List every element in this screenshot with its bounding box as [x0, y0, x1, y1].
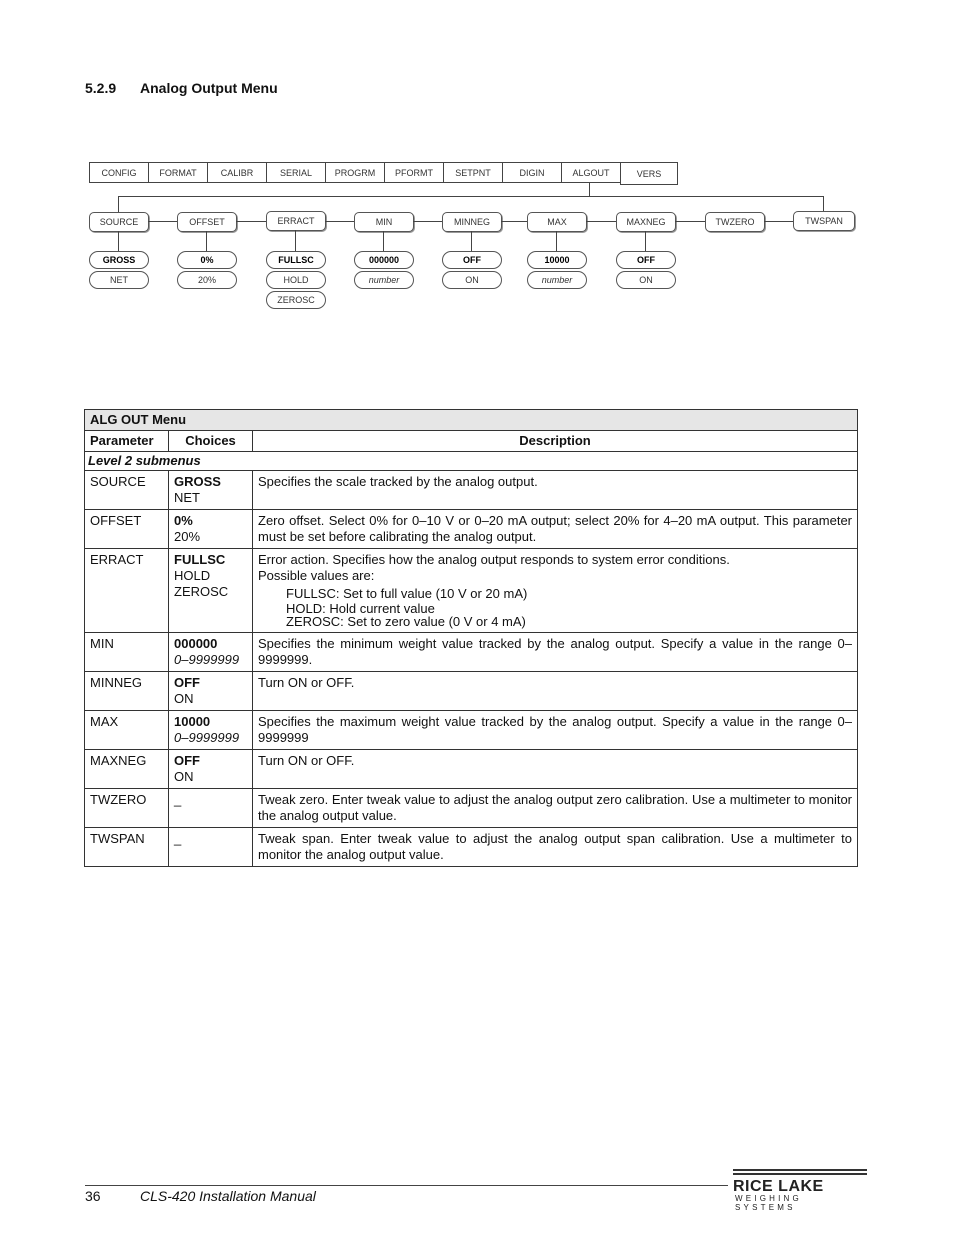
description-cell: Specifies the scale tracked by the analog output. [253, 471, 858, 510]
choice-minneg-off: OFF [442, 251, 502, 269]
top-menu-format: FORMAT [148, 162, 207, 183]
submenu-twzero: TWZERO [705, 212, 765, 232]
table-row [85, 633, 858, 672]
footer-rule [85, 1185, 728, 1186]
choice-source-net: NET [89, 271, 149, 289]
table-row [85, 471, 858, 510]
default-choice: FULLSC [174, 552, 226, 567]
submenu-maxneg: MAXNEG [616, 212, 676, 232]
top-menu-serial: SERIAL [266, 162, 325, 183]
default-choice: OFF [174, 675, 200, 690]
choice-erract-hold: HOLD [266, 271, 326, 289]
submenu-erract: ERRACT [266, 211, 326, 231]
alg-out-menu-table [84, 409, 858, 867]
top-menu-algout: ALGOUT [561, 162, 620, 183]
submenu-min: MIN [354, 212, 414, 232]
choice-min-default: 000000 [354, 251, 414, 269]
default-choice: 10000 [174, 714, 211, 729]
top-menu-digin: DIGIN [502, 162, 561, 183]
connector-line [148, 221, 177, 222]
page-number: 36 [85, 1188, 101, 1204]
rice-lake-logo [733, 1169, 867, 1212]
description-cell [253, 549, 858, 633]
description-cell: Zero offset. Select 0% for 0–10 V or 0–20 mA output; select 20% for 4–20 mA output. This parameter must be set before calibrating the analog output. [253, 510, 858, 549]
description-cell: Turn ON or OFF. [253, 750, 858, 789]
value-item: HOLD: Hold current value [286, 601, 435, 616]
choice-offset-0: 0% [177, 251, 237, 269]
table-title: ALG OUT Menu [85, 410, 858, 431]
section-number: 5.2.9 [85, 80, 117, 96]
choices-cell [169, 672, 253, 711]
top-menu-calibr: CALIBR [207, 162, 266, 183]
table-row [85, 549, 858, 633]
level-label: Level 2 submenus [85, 452, 858, 471]
choice-offset-20: 20% [177, 271, 237, 289]
other-choice: ON [174, 691, 194, 706]
range-choice: 0–9999999 [174, 730, 240, 745]
choice-source-gross: GROSS [89, 251, 149, 269]
param-cell: TWZERO [85, 789, 169, 828]
description-text: Possible values are: [258, 568, 375, 583]
description-cell: Specifies the maximum weight value tracked by the analog output. Specify a value in the range 0–9999999 [253, 711, 858, 750]
connector-line [236, 221, 266, 222]
top-menu-bar [89, 162, 678, 182]
description-cell: Tweak span. Enter tweak value to adjust the analog output span calibration. Use a multimeter to monitor the analog output value. [253, 828, 858, 867]
param-cell: MAX [85, 711, 169, 750]
connector-line [675, 221, 705, 222]
connector-line [325, 221, 354, 222]
param-cell: ERRACT [85, 549, 169, 633]
connector-line [764, 221, 793, 222]
table-row [85, 750, 858, 789]
value-item: FULLSC: Set to full value (10 V or 20 mA) [286, 586, 528, 601]
connector-line [118, 196, 119, 212]
param-cell: MINNEG [85, 672, 169, 711]
table-row [85, 789, 858, 828]
choice-minneg-on: ON [442, 271, 502, 289]
other-choice: NET [174, 490, 200, 505]
top-menu-config: CONFIG [89, 162, 148, 183]
header-choices: Choices [169, 431, 253, 452]
connector-line [501, 221, 527, 222]
default-choice: 000000 [174, 636, 218, 651]
other-choice: 20% [174, 529, 201, 544]
menu-diagram [0, 0, 954, 330]
choices-cell [169, 633, 253, 672]
connector-line [383, 231, 384, 251]
param-cell: SOURCE [85, 471, 169, 510]
table-row [85, 711, 858, 750]
choices-cell [169, 510, 253, 549]
header-parameter: Parameter [85, 431, 169, 452]
table-row [85, 672, 858, 711]
param-cell: MAXNEG [85, 750, 169, 789]
description-cell: Turn ON or OFF. [253, 672, 858, 711]
submenu-minneg: MINNEG [442, 212, 502, 232]
connector-line [413, 221, 442, 222]
submenu-source: SOURCE [89, 212, 149, 232]
default-choice: GROSS [174, 474, 221, 489]
param-cell: MIN [85, 633, 169, 672]
connector-line [823, 196, 824, 212]
choices-cell: _ [169, 828, 253, 867]
manual-title: CLS-420 Installation Manual [140, 1188, 316, 1204]
choice-max-number: number [527, 271, 587, 289]
value-item: ZEROSC: Set to zero value (0 V or 4 mA) [286, 614, 526, 629]
connector-line [586, 221, 616, 222]
choice-maxneg-off: OFF [616, 251, 676, 269]
param-cell: OFFSET [85, 510, 169, 549]
choices-cell [169, 471, 253, 510]
range-choice: 0–9999999 [174, 652, 240, 667]
logo-main-text: RICE LAKE [733, 1178, 824, 1195]
submenu-twspan: TWSPAN [793, 211, 855, 231]
connector-line [118, 231, 119, 251]
connector-line [206, 231, 207, 251]
choices-cell [169, 750, 253, 789]
logo-sub-text: WEIGHING SYSTEMS [735, 1194, 802, 1212]
connector-line [589, 182, 590, 196]
top-menu-vers: VERS [620, 162, 678, 185]
submenu-offset: OFFSET [177, 212, 237, 232]
header-description: Description [253, 431, 858, 452]
description-text: Error action. Specifies how the analog output responds to system error conditions. [258, 552, 730, 567]
table-row [85, 510, 858, 549]
connector-line [118, 196, 823, 197]
choices-cell [169, 711, 253, 750]
choices-cell [169, 549, 253, 633]
other-choice: ON [174, 769, 194, 784]
param-cell: TWSPAN [85, 828, 169, 867]
choice-erract-fullsc: FULLSC [266, 251, 326, 269]
choice-erract-zerosc: ZEROSC [266, 291, 326, 309]
description-cell: Specifies the minimum weight value tracked by the analog output. Specify a value in the range 0–9999999. [253, 633, 858, 672]
top-menu-pformt: PFORMT [384, 162, 443, 183]
default-choice: OFF [174, 753, 200, 768]
default-choice: 0% [174, 513, 193, 528]
other-choice: HOLD [174, 568, 211, 583]
section-title: Analog Output Menu [140, 80, 278, 96]
choices-cell: _ [169, 789, 253, 828]
connector-line [471, 231, 472, 251]
top-menu-progrm: PROGRM [325, 162, 384, 183]
connector-line [556, 231, 557, 251]
choice-min-number: number [354, 271, 414, 289]
top-menu-setpnt: SETPNT [443, 162, 502, 183]
choice-max-default: 10000 [527, 251, 587, 269]
connector-line [645, 231, 646, 251]
other-choice: ZEROSC [174, 584, 229, 599]
choice-maxneg-on: ON [616, 271, 676, 289]
submenu-max: MAX [527, 212, 587, 232]
connector-line [295, 230, 296, 251]
description-cell: Tweak zero. Enter tweak value to adjust the analog output zero calibration. Use a multimeter to monitor the analog output value. [253, 789, 858, 828]
table-row [85, 828, 858, 867]
